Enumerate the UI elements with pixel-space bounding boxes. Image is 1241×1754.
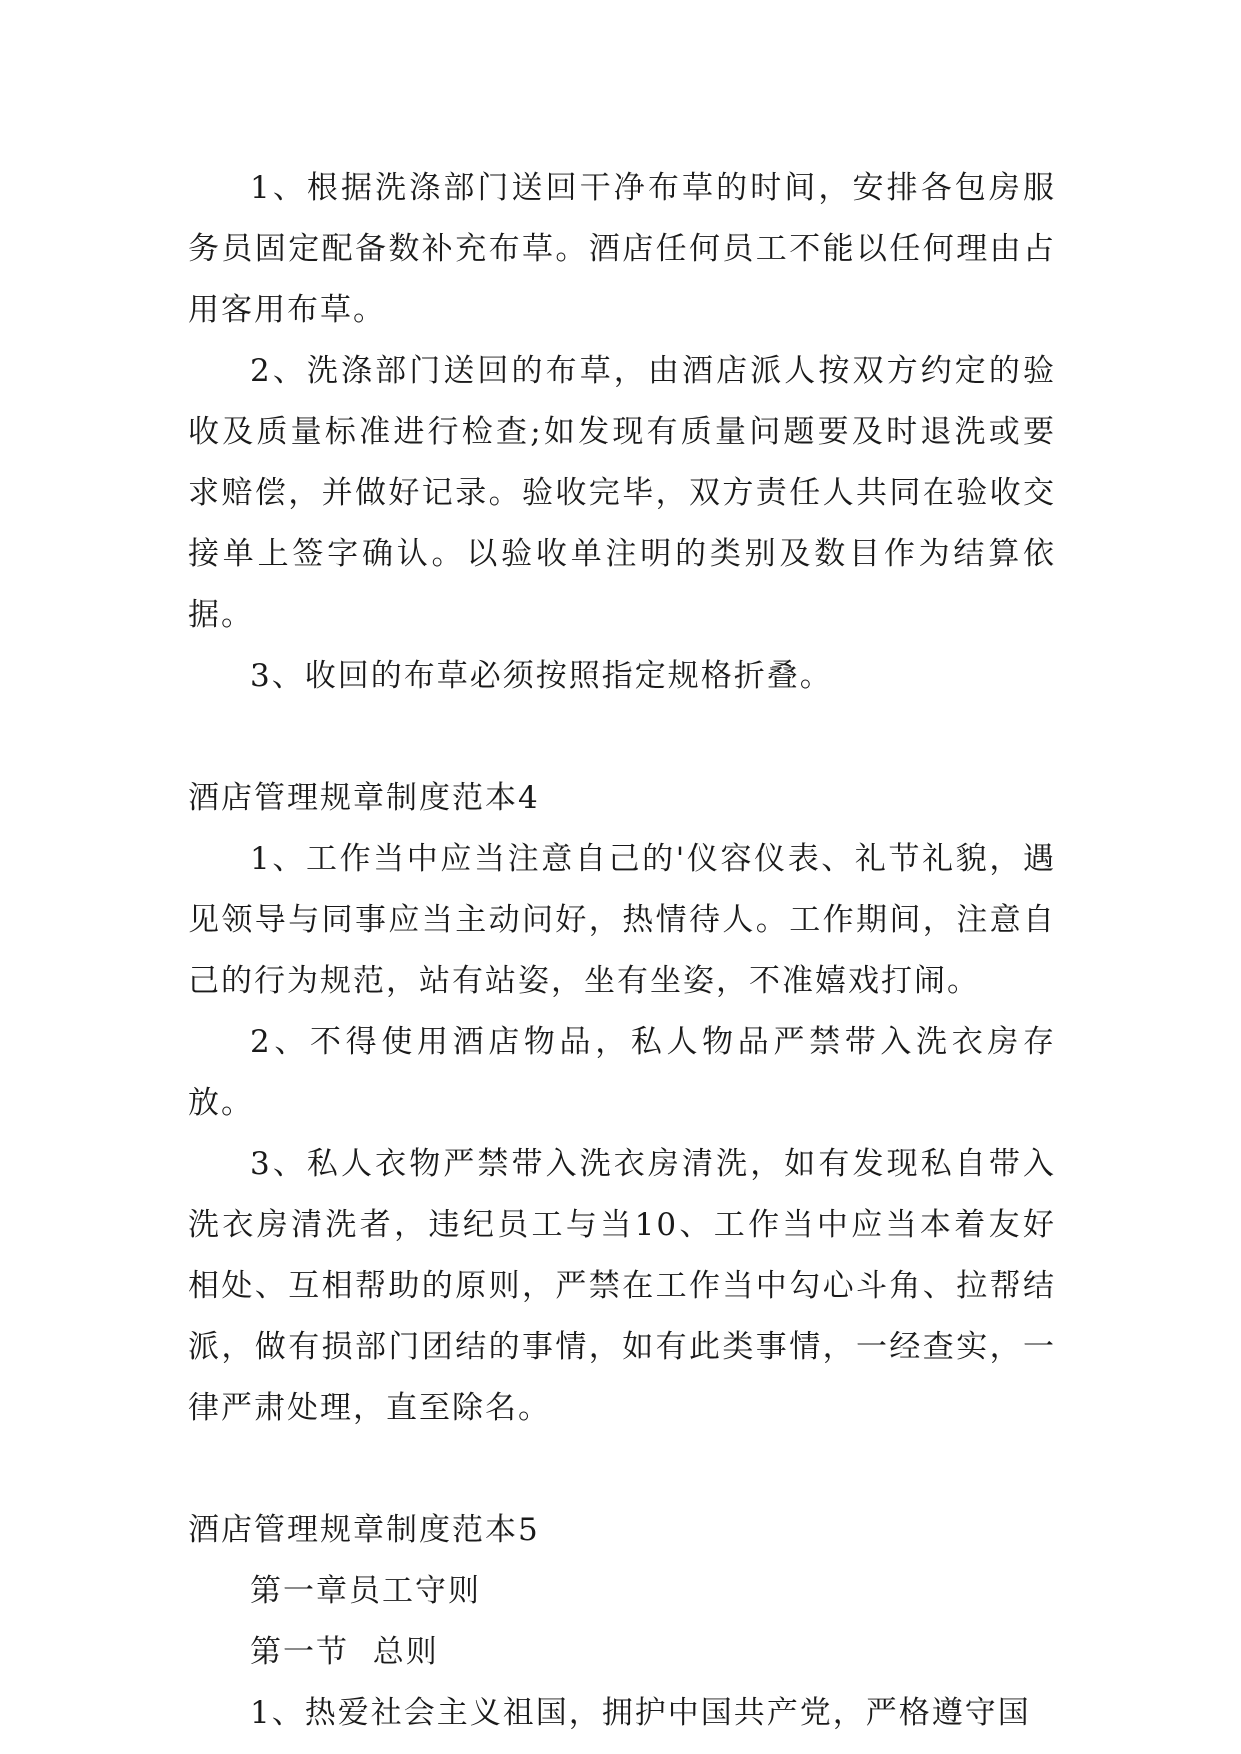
paragraph-linen-3: 3、收回的布草必须按照指定规格折叠。 (250, 658, 833, 694)
paragraph-rule-1: 1、工作当中应当注意自己的'仪容仪表、礼节礼貌，遇见领导与同事应当主动问好，热情待人。工作期间，注意自己的行为规范，站有站姿，坐有坐姿，不准嬉戏打闹。 (188, 841, 1056, 999)
paragraph-principle-1: 1、热爱社会主义祖国，拥护中国共产党，严格遵守国 (250, 1695, 1031, 1731)
paragraph-linen-1: 1、根据洗涤部门送回干净布草的时间，安排各包房服务员固定配备数补充布草。酒店任何员工不能以任何理由占用客用布草。 (188, 170, 1056, 328)
paragraph-linen-2: 2、洗涤部门送回的布草，由酒店派人按双方约定的验收及质量标准进行检查;如发现有质量问题要及时退洗或要求赔偿，并做好记录。验收完毕，双方责任人共同在验收交接单上签字确认。以验收单注明的类别及数目作为结算依据。 (188, 353, 1056, 633)
section-gap (188, 1439, 1056, 1500)
section-title: 第一节 总则 (250, 1634, 439, 1670)
paragraph-rule-3: 3、私人衣物严禁带入洗衣房清洗，如有发现私自带入洗衣房清洗者，违纪员工与当10、工作当中应当本着友好相处、互相帮助的原则，严禁在工作当中勾心斗角、拉帮结派，做有损部门团结的事情，如有此类事情，一经查实，一律严肃处理，直至除名。 (188, 1146, 1056, 1426)
paragraph-rule-2: 2、不得使用酒店物品，私人物品严禁带入洗衣房存放。 (188, 1024, 1056, 1121)
section-heading-4: 酒店管理规章制度范本4 (188, 780, 540, 816)
section-heading-5: 酒店管理规章制度范本5 (188, 1512, 540, 1548)
document-page (188, 158, 1056, 1744)
chapter-title: 第一章员工守则 (250, 1573, 481, 1609)
section-gap (188, 707, 1056, 768)
